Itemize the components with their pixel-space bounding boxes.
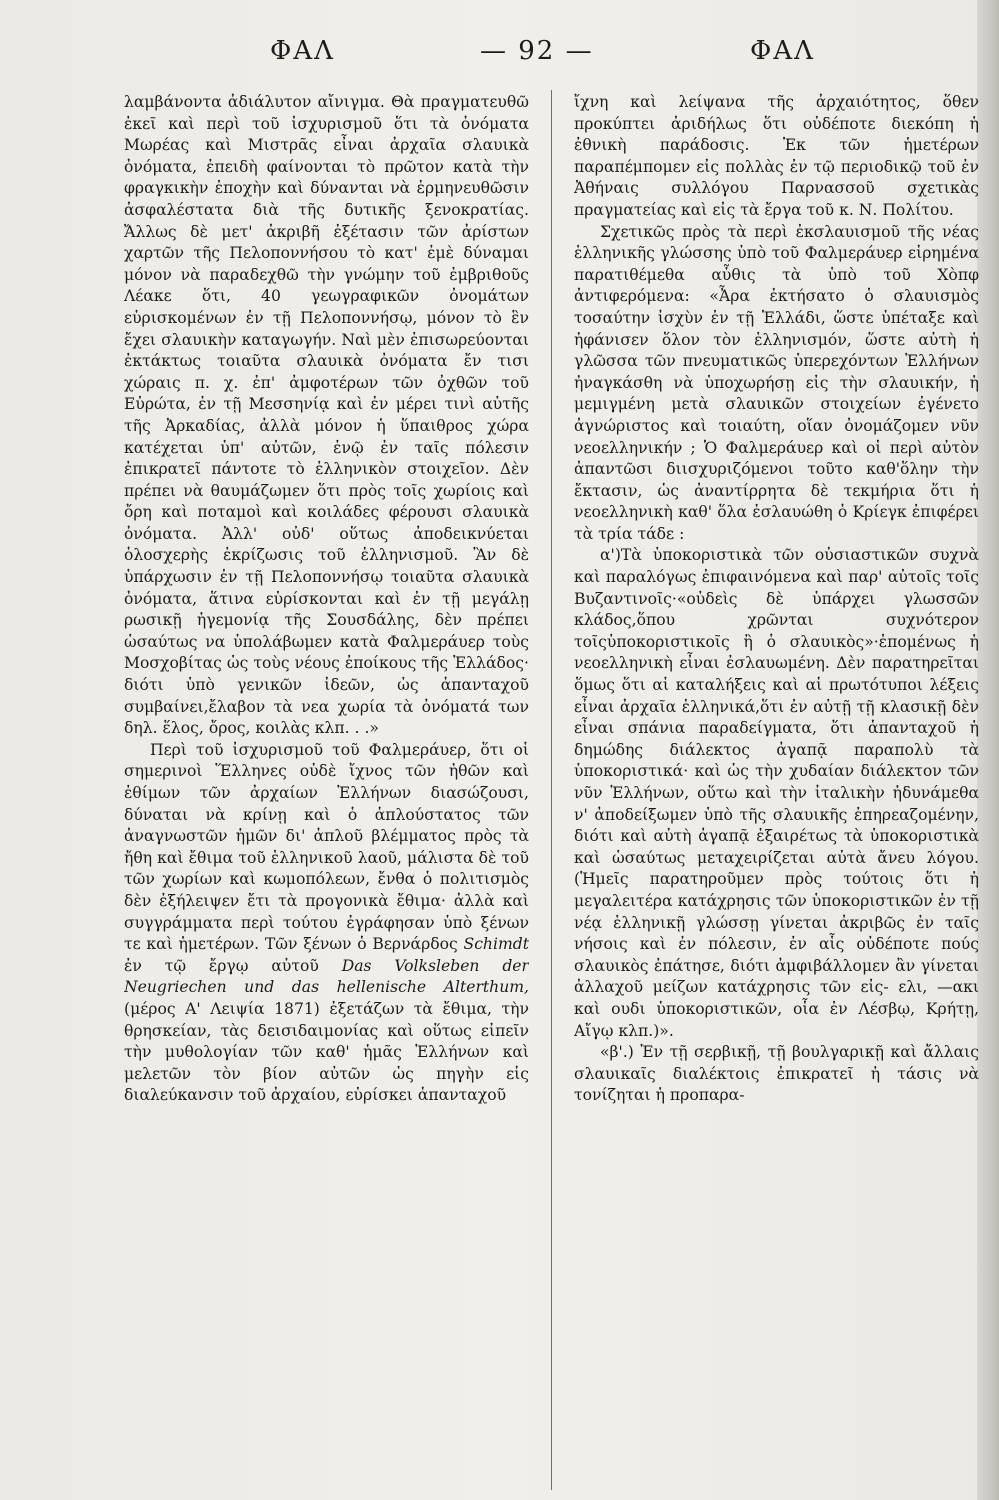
- paragraph: «β'.) Ἐν τῇ σερβικῇ, τῇ βουλγαρικῇ καὶ ἄλλαις σλαυικαῖς διαλέκτοις ἐπικρατεῖ ἡ τάσις νὰ τονίζηται ἡ προπαρα-: [574, 1043, 979, 1105]
- paragraph: λαμβάνοντα ἀδιάλυτον αἴνιγμα. Θὰ πραγματευθῶ ἐκεῖ καὶ περὶ τοῦ ἰσχυρισμοῦ ὅτι τὰ ὀνόματα Μωρέας καὶ Μιστρᾶς εἶναι ἀρχαῖα σλαυικὰ ὀνόματα, ἐπειδὴ φαίνονται τὸ πρῶτον κατὰ τὴν φραγκικὴν ἐποχὴν καὶ δύνανται νὰ ἑρμηνευθῶσιν ἀσφαλέστατα διὰ τῆς δυτικῆς ξενοκρατίας. Ἄλλως δὲ μετ' ἀκριβῆ ἐξέτασιν τῶν ἀρίστων χαρτῶν τῆς Πελοποννήσου τὸ κατ' ἐμὲ δύναμαι μόνον νὰ παραδεχθῶ τὴν γνώμην τοῦ ἐμβριθοῦς Λέακε ὅτι, 40 γεωγραφικῶν ὀνομάτων εὑρισκομένων ἐν τῇ Πελοποννήσῳ, μόνον τὸ ἓν ἔχει σλαυικὴν καταγωγήν. Ναὶ μὲν ἐπισωρεύονται ἐκτάκτως τοιαῦτα σλαυικὰ ὀνόματα ἔν τισι χώραις π. χ. ἐπ' ἀμφοτέρων τῶν ὀχθῶν τοῦ Εὐρώτα, ἐν τῇ Μεσσηνίᾳ καὶ ἐν μέρει τινὶ αὐτῆς τῆς Ἀρκαδίας, ἀλλὰ μόνον ἡ ὕπαιθρος χώρα κατέχεται ὑπ' αὐτῶν, ἐνῷ ἐν ταῖς πόλεσιν ἐπικρατεῖ πάντοτε τὸ ἑλληνικὸν στοιχεῖον. Δὲν πρέπει νὰ θαυμάζωμεν ὅτι πρὸς τοῖς χωρίοις καὶ ὄρη καὶ ποταμοὶ καὶ κοιλάδες φέρουσι σλαυικὰ ὀνόματα. Ἀλλ' οὐδ' οὕτως ἀποδεικνύεται ὁλοσχερὴς ἐκρίζωσις τοῦ ἑλληνισμοῦ. Ἂν δὲ ὑπάρχωσιν ἐν τῇ Πελοποννήσῳ τοιαῦτα σλαυικὰ ὀνόματα, ἅτινα εὑρίσκονται καὶ ἐν τῇ μεγάλῃ ρωσικῇ ἡγεμονίᾳ τῆς Σουσδάλης, δὲν πρέπει ὡσαύτως να ὑπολάβωμεν κατὰ Φαλμεράυερ τοὺς Μοσχοβίτας ὡς τοὺς νέους ἐποίκους τῆς Ἑλλάδος· διότι ὑπὸ γενικῶν ἰδεῶν, ὡς ἁπανταχοῦ συμβαίνει,ἔλαβον τὰ νεα χωρία τὰ ὀνόματά των δηλ. ἕλος, ὄρος, κοιλὰς κλπ. . .»: [124, 93, 529, 738]
- header-right-guideword: ΦΑΛ: [750, 36, 815, 66]
- paragraph: α')Τὰ ὑποκοριστικὰ τῶν οὐσιαστικῶν συχνὰ καὶ παραλόγως ἐπιφαινόμενα καὶ παρ' αὐτοῖς τοῖς Βυζαντινοῖς·«οὐδεὶς δὲ ὑπάρχει γλωσσῶν κλάδος,ὅπου χρῶνται συχνότερον τοῖςὑποκοριστικοῖς ἢ ὁ σλαυικὸς»·ἐπομένως ἡ νεοελληνικὴ εἶναι ἐσλαυωμένη. Δὲν παρατηρεῖται ὅμως ὅτι αἱ καταλήξεις καὶ αἱ πρωτότυποι λέξεις εἶναι ἀρχαῖα ἑλληνικά,ὅτι ἐν αὐτῇ τῇ κλασικῇ δὲν εἶναι σπάνια παραδείγματα, ὅτι ἁπανταχοῦ ἡ δημώδης διάλεκτος ἀγαπᾷ παραπολὺ τὰ ὑποκοριστικά· καὶ ὡς τὴν χυδαίαν διάλεκτον τῶν νῦν Ἑλλήνων, οὕτω καὶ τὴν ἰταλικὴν ἠδυνάμεθα ν' ἀποδείξωμεν ὑπὸ τῆς σλαυικῆς ἐπηρεαζομένην, διότι καὶ αὐτὴ ἀγαπᾷ ἐξαιρέτως τὰ ὑποκοριστικὰ καὶ ὡσαύτως μεταχειρίζεται αὐτὰ ἄνευ λόγου. (Ἡμεῖς παρατηροῦμεν πρὸς τούτοις ὅτι ἡ μεγαλειτέρα κατάχρησις τῶν ὑποκοριστικῶν ἐν τῇ νέᾳ ἑλληνικῇ γλώσσῃ γίνεται ἀκριβῶς ἐν ταῖς νήσοις καὶ ἐν πόλεσιν, ἐν αἷς οὐδέποτε πούς σλαυικὸς ἐπάτησε, διότι ἀμφιβάλλομεν ἂν γίνεται ἀλλαχοῦ μείζων κατάχρησις τῶν εἰς- ελι, —ακι καὶ ουδι ὑποκοριστικῶν, οἷα ἐν Λέσβῳ, Κρήτῃ, Αἴγῳ κλπ.)».: [574, 546, 979, 1040]
- paragraph-text: ἐν τῷ ἔργῳ αὐτοῦ: [124, 956, 319, 975]
- page-number: — 92 —: [480, 36, 594, 66]
- header-left-guideword: ΦΑΛ: [270, 36, 335, 66]
- paragraph-text: (μέρος Α' Λειψία 1871) ἐξετάζων τὰ ἔθιμα, τὴν θρησκείαν, τὰς δεισιδαιμονίας καὶ οὕτως εἰπεῖν τὴν μυθολογίαν τῶν καθ' ἡμᾶς Ἑλλήνων καὶ μελετῶν τὸν βίον αὐτῶν ὡς πηγὴν εἰς διαλεύκανσιν τοῦ ἀρχαίου, εὑρίσκει ἁπανταχοῦ: [124, 999, 529, 1105]
- book-binding-edge: [977, 0, 999, 1500]
- paragraph: [124, 740, 529, 1107]
- right-column: [574, 92, 979, 1492]
- book-title-italic: Das Volksleben der Neugriechen und das hellenische Alterthum,: [124, 956, 529, 997]
- paragraph: ἴχνη καὶ λείψανα τῆς ἀρχαιότητος, ὅθεν προκύπτει ἀριδήλως ὅτι οὐδέποτε διεκόπη ἡ ἐθνικὴ παράδοσις. Ἐκ τῶν ἡμετέρων παραπέμπομεν εἰς πολλὰς ἐν τῷ περιοδικῷ τοῦ ἐν Ἀθήναις συλλόγου Παρνασσοῦ σχετικὰς πραγματείας καὶ εἰς τὰ ἔργα τοῦ κ. Ν. Πολίτου.: [574, 93, 979, 219]
- paragraph-text: Περὶ τοῦ ἰσχυρισμοῦ τοῦ Φαλμεράυερ, ὅτι οἱ σημερινοὶ Ἕλληνες οὐδὲ ἴχνος τῶν ἠθῶν καὶ ἐθίμων τῶν ἀρχαίων Ἑλλήνων διασώζουσι, δύναται νὰ κρίνῃ καὶ ὁ ἁπλούστατος τῶν ἀναγνωστῶν ἡμῶν δι' ἁπλοῦ βλέμματος πρὸς τὰ ἤθη καὶ ἔθιμα τοῦ ἑλληνικοῦ λαοῦ, μάλιστα δὲ τοῦ τῶν χωρίων καὶ κωμοπόλεων, ἔνθα ὁ πολιτισμὸς δὲν ἐξήλειψεν ἔτι τὰ προγονικὰ ἔθιμα· ἀλλὰ καὶ συγγράμματα περὶ τούτου ἐγράφησαν ὑπὸ ξένων τε καὶ ἡμετέρων. Τῶν ξένων ὁ Βερνάρδος: [124, 740, 529, 954]
- author-name-italic: Schimdt: [463, 935, 529, 954]
- running-header: [90, 36, 950, 76]
- column-divider: [551, 90, 552, 1490]
- paragraph: Σχετικῶς πρὸς τὰ περὶ ἐκσλαυισμοῦ τῆς νέας ἑλληνικῆς γλώσσης ὑπὸ τοῦ Φαλμεράυερ εἰρημένα παρατιθέμεθα αὖθις τὰ ὑπὸ τοῦ Χὸπφ ἀντιφερόμενα: «Ἆρα ἐκτήσατο ὁ σλαυισμὸς τοσαύτην ἰσχὺν ἐν τῇ Ἑλλάδι, ὥστε ὑπέταξε καὶ ἠφάνισεν ὅλον τὸν ἑλληνισμόν, ὥστε αὐτὴ ἡ γλῶσσα τῶν πνευματικῶς ὑπερεχόντων Ἑλλήνων ἠναγκάσθη νὰ ὑποχωρήσῃ εἰς τὴν σλαυικήν, ἡ μεμιγμένη μετὰ σλαυικῶν στοιχείων ἐγένετο ἀγνώριστος καὶ τοιαύτη, οἵαν ὀνομάζομεν νῦν νεοελληνικήν ; Ὁ Φαλμεράυερ καὶ οἱ περὶ αὐτὸν ἀπαντῶσι διισχυριζόμενοι τοῦτο καθ'ὅλην τὴν ἔκτασιν, ὡς ἀναντίρρητα δὲ τεκμήρια ὅτι ἡ νεοελληνικὴ καθ' ὅλα ἐσλαυώθη ὁ Κρίεγκ ἐπιφέρει τὰ τρία τάδε :: [574, 222, 979, 543]
- left-column: [124, 92, 529, 1492]
